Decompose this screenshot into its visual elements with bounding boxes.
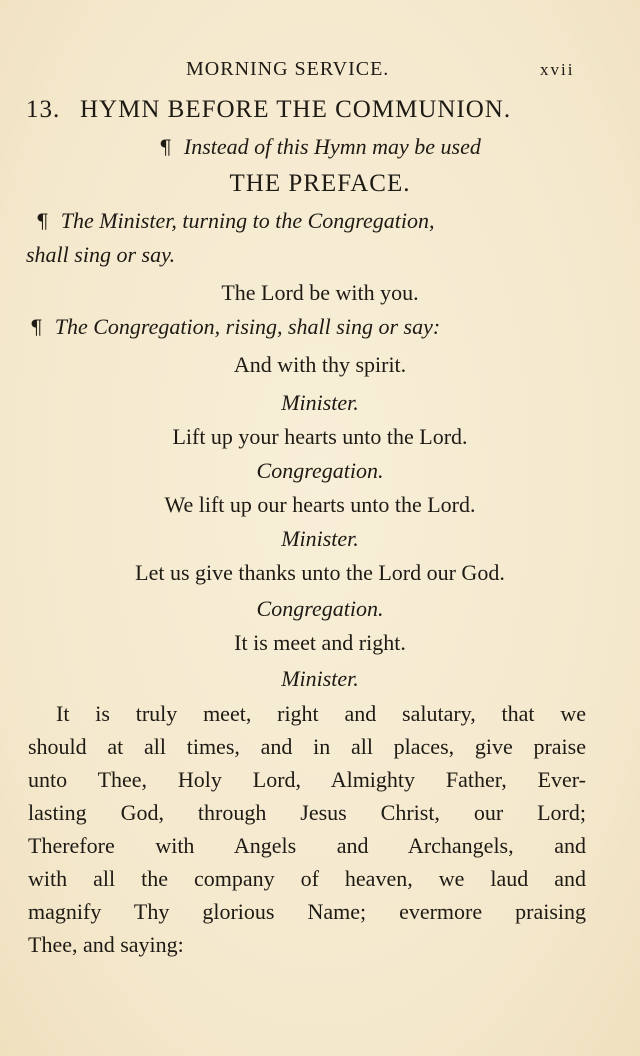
rubric-congregation-text: The Congregation, rising, shall sing or say: [54,314,441,339]
rubric-instead [0,134,640,160]
rubric-congregation [30,314,610,340]
speaker-minister-3: Minister. [281,666,359,691]
response-3: It is meet and right. [234,630,406,655]
section-number: 13. [26,96,61,123]
rubric-minister-line2: shall sing or say. [26,242,176,267]
preface-text-line: It is truly meet, right and salutary, that we [56,701,586,726]
pilcrow-icon: ¶ [36,209,49,233]
preface-text-line: magnify Thy glorious Name; evermore praising [28,899,586,924]
speaker-congregation-1: Congregation. [256,458,384,483]
preface-text-line: Therefore with Angels and Archangels, and [28,833,586,858]
response-2: We lift up our hearts unto the Lord. [164,492,476,517]
versicle-1: The Lord be with you. [221,280,419,305]
speaker-minister-1: Minister. [281,390,359,415]
page-number: xvii [540,60,575,79]
rubric-instead-text: Instead of this Hymn may be used [183,134,481,159]
pilcrow-icon: ¶ [159,135,172,159]
preface-heading: THE PREFACE. [229,170,411,197]
rubric-minister-text-1: The Minister, turning to the Congregation, [60,208,435,233]
speaker-minister-2: Minister. [281,526,359,551]
section-title: HYMN BEFORE THE COMMUNION. [80,96,512,123]
versicle-3: Let us give thanks unto the Lord our God. [135,560,505,585]
response-1: And with thy spirit. [233,352,407,377]
versicle-2: Lift up your hearts unto the Lord. [172,424,468,449]
preface-text-line: should at all times, and in all places, give praise [28,734,586,759]
preface-text-line: lasting God, through Jesus Christ, our Lord; [28,800,586,825]
pilcrow-icon: ¶ [30,315,43,339]
preface-text-line: unto Thee, Holy Lord, Almighty Father, Ever- [28,767,586,792]
preface-text-line: Thee, and saying: [28,932,184,957]
speaker-congregation-2: Congregation. [256,596,384,621]
rubric-minister-line1 [36,208,596,234]
running-head-title: MORNING SERVICE. [186,58,390,80]
preface-text-line: with all the company of heaven, we laud and [28,866,586,891]
